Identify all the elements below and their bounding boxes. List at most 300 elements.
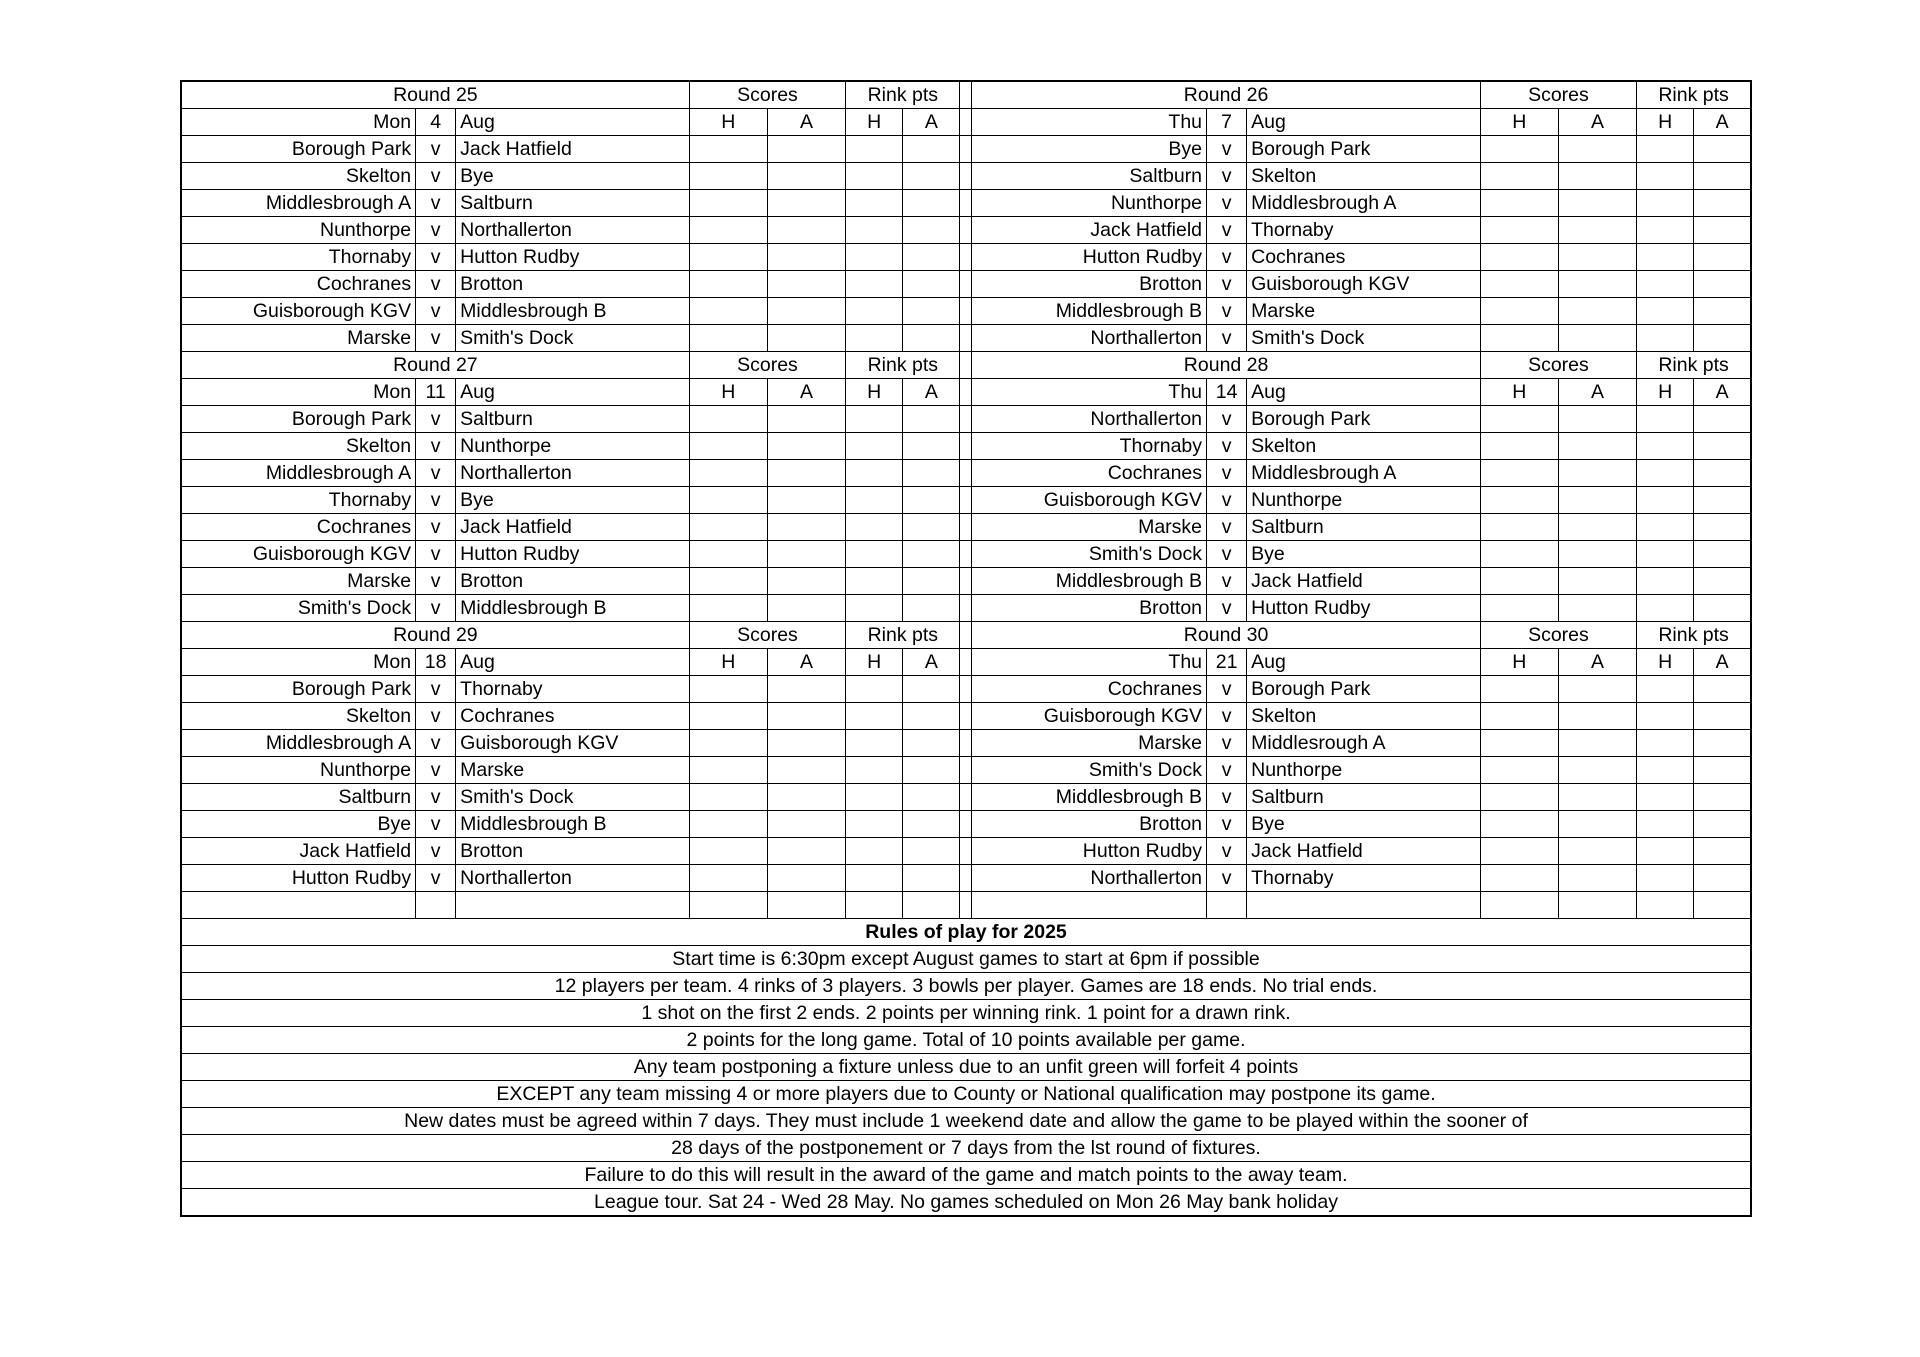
- rink-away-cell: [1694, 865, 1751, 892]
- score-away-cell: [767, 757, 845, 784]
- rink-away-cell: [903, 541, 960, 568]
- away-team: Bye: [1247, 541, 1481, 568]
- rink-home-cell: [846, 676, 903, 703]
- rule-row: [181, 1108, 1751, 1135]
- rink-home-cell: [846, 487, 903, 514]
- round-date-row: [181, 379, 1751, 406]
- column-gap: [960, 406, 972, 433]
- rink-home-header: H: [1637, 379, 1694, 406]
- round-title: Round 25: [181, 81, 689, 109]
- versus-label: v: [416, 595, 456, 622]
- rink-pts-header: Rink pts: [1637, 622, 1751, 649]
- column-gap: [960, 190, 972, 217]
- score-home-cell: [689, 487, 767, 514]
- rink-away-header: A: [1694, 649, 1751, 676]
- rules-title-row: [181, 919, 1751, 946]
- empty-cell: [1694, 892, 1751, 919]
- score-away-cell: [1558, 838, 1636, 865]
- versus-label: v: [1207, 838, 1247, 865]
- versus-label: v: [416, 757, 456, 784]
- column-gap: [960, 676, 972, 703]
- round-date: 14: [1207, 379, 1247, 406]
- fixture-row: [181, 514, 1751, 541]
- away-team: Marske: [1247, 298, 1481, 325]
- fixtures-body: [181, 81, 1751, 1216]
- score-home-header: H: [689, 649, 767, 676]
- empty-cell: [972, 892, 1207, 919]
- versus-label: v: [1207, 757, 1247, 784]
- rink-away-cell: [1694, 595, 1751, 622]
- versus-label: v: [416, 730, 456, 757]
- rink-away-cell: [1694, 136, 1751, 163]
- versus-label: v: [416, 487, 456, 514]
- home-team: Smith's Dock: [181, 595, 416, 622]
- home-team: Skelton: [181, 703, 416, 730]
- score-home-cell: [1480, 487, 1558, 514]
- score-away-cell: [767, 271, 845, 298]
- score-away-cell: [1558, 460, 1636, 487]
- home-team: Thornaby: [181, 487, 416, 514]
- rule-row: [181, 1162, 1751, 1189]
- score-away-header: A: [767, 649, 845, 676]
- versus-label: v: [416, 703, 456, 730]
- empty-cell: [181, 892, 416, 919]
- away-team: Skelton: [1247, 433, 1481, 460]
- versus-label: v: [1207, 730, 1247, 757]
- versus-label: v: [416, 541, 456, 568]
- rink-away-cell: [1694, 163, 1751, 190]
- rink-home-cell: [846, 136, 903, 163]
- score-home-cell: [689, 163, 767, 190]
- score-away-cell: [767, 487, 845, 514]
- versus-label: v: [1207, 784, 1247, 811]
- fixture-row: [181, 298, 1751, 325]
- score-away-cell: [1558, 433, 1636, 460]
- home-team: Marske: [972, 730, 1207, 757]
- fixture-row: [181, 730, 1751, 757]
- score-home-cell: [1480, 190, 1558, 217]
- score-home-cell: [1480, 271, 1558, 298]
- rink-home-cell: [846, 406, 903, 433]
- rink-home-cell: [1637, 163, 1694, 190]
- home-team: Jack Hatfield: [972, 217, 1207, 244]
- score-away-cell: [1558, 163, 1636, 190]
- empty-cell: [1480, 892, 1558, 919]
- score-away-cell: [1558, 325, 1636, 352]
- versus-label: v: [416, 271, 456, 298]
- column-gap: [960, 352, 972, 379]
- versus-label: v: [416, 190, 456, 217]
- home-team: Middlesbrough A: [181, 190, 416, 217]
- away-team: Jack Hatfield: [456, 136, 690, 163]
- column-gap: [960, 622, 972, 649]
- round-month: Aug: [1247, 379, 1481, 406]
- rink-home-cell: [846, 271, 903, 298]
- rink-home-cell: [1637, 784, 1694, 811]
- rule-line: 12 players per team. 4 rinks of 3 players. 3 bowls per player. Games are 18 ends. No trial ends.: [181, 973, 1751, 1000]
- away-team: Brotton: [456, 271, 690, 298]
- away-team: Jack Hatfield: [1247, 568, 1481, 595]
- rink-away-cell: [903, 784, 960, 811]
- home-team: Marske: [181, 568, 416, 595]
- score-home-cell: [1480, 865, 1558, 892]
- score-home-cell: [689, 757, 767, 784]
- rink-home-cell: [846, 217, 903, 244]
- home-team: Bye: [972, 136, 1207, 163]
- home-team: Brotton: [972, 811, 1207, 838]
- rink-home-header: H: [846, 379, 903, 406]
- rink-home-cell: [1637, 730, 1694, 757]
- fixture-row: [181, 703, 1751, 730]
- home-team: Borough Park: [181, 676, 416, 703]
- fixture-row: [181, 865, 1751, 892]
- score-home-cell: [1480, 703, 1558, 730]
- score-away-cell: [1558, 676, 1636, 703]
- score-away-header: A: [767, 379, 845, 406]
- score-away-cell: [767, 460, 845, 487]
- score-home-cell: [689, 541, 767, 568]
- rink-away-cell: [903, 298, 960, 325]
- score-home-cell: [689, 460, 767, 487]
- away-team: Nunthorpe: [1247, 487, 1481, 514]
- rink-home-cell: [1637, 190, 1694, 217]
- score-home-cell: [1480, 163, 1558, 190]
- versus-label: v: [1207, 811, 1247, 838]
- home-team: Nunthorpe: [181, 217, 416, 244]
- scores-header: Scores: [1480, 622, 1636, 649]
- round-date: 18: [416, 649, 456, 676]
- rink-away-cell: [903, 487, 960, 514]
- versus-label: v: [1207, 541, 1247, 568]
- away-team: Nunthorpe: [1247, 757, 1481, 784]
- score-home-cell: [1480, 541, 1558, 568]
- home-team: Brotton: [972, 595, 1207, 622]
- score-away-cell: [1558, 568, 1636, 595]
- rink-away-cell: [1694, 541, 1751, 568]
- rink-home-cell: [1637, 514, 1694, 541]
- score-away-cell: [1558, 730, 1636, 757]
- away-team: Bye: [456, 487, 690, 514]
- home-team: Middlesbrough B: [972, 784, 1207, 811]
- round-date-row: [181, 649, 1751, 676]
- away-team: Thornaby: [1247, 865, 1481, 892]
- away-team: Guisborough KGV: [456, 730, 690, 757]
- rink-home-cell: [846, 298, 903, 325]
- versus-label: v: [1207, 460, 1247, 487]
- rule-line: Any team postponing a fixture unless due to an unfit green will forfeit 4 points: [181, 1054, 1751, 1081]
- rink-home-cell: [846, 811, 903, 838]
- score-home-header: H: [1480, 649, 1558, 676]
- home-team: Marske: [972, 514, 1207, 541]
- rink-away-cell: [903, 811, 960, 838]
- score-home-cell: [1480, 784, 1558, 811]
- score-home-cell: [689, 514, 767, 541]
- rink-away-cell: [903, 730, 960, 757]
- rink-away-cell: [1694, 514, 1751, 541]
- fixture-row: [181, 190, 1751, 217]
- score-away-cell: [767, 865, 845, 892]
- versus-label: v: [416, 676, 456, 703]
- away-team: Northallerton: [456, 865, 690, 892]
- away-team: Skelton: [1247, 163, 1481, 190]
- versus-label: v: [1207, 136, 1247, 163]
- rules-title: Rules of play for 2025: [181, 919, 1751, 946]
- away-team: Nunthorpe: [456, 433, 690, 460]
- score-home-cell: [689, 136, 767, 163]
- column-gap: [960, 703, 972, 730]
- home-team: Hutton Rudby: [181, 865, 416, 892]
- away-team: Thornaby: [456, 676, 690, 703]
- rink-pts-header: Rink pts: [846, 352, 960, 379]
- rink-home-cell: [1637, 703, 1694, 730]
- rink-away-cell: [1694, 217, 1751, 244]
- versus-label: v: [1207, 271, 1247, 298]
- empty-cell: [1637, 892, 1694, 919]
- rink-away-cell: [1694, 811, 1751, 838]
- away-team: Hutton Rudby: [456, 541, 690, 568]
- rink-home-cell: [1637, 487, 1694, 514]
- rink-home-cell: [1637, 757, 1694, 784]
- rink-home-header: H: [846, 109, 903, 136]
- away-team: Middlesbrough A: [1247, 190, 1481, 217]
- away-team: Smith's Dock: [456, 325, 690, 352]
- away-team: Saltburn: [456, 406, 690, 433]
- home-team: Smith's Dock: [972, 757, 1207, 784]
- versus-label: v: [1207, 865, 1247, 892]
- rink-home-cell: [1637, 325, 1694, 352]
- score-home-cell: [689, 190, 767, 217]
- column-gap: [960, 892, 972, 919]
- away-team: Brotton: [456, 568, 690, 595]
- away-team: Middlesbrough B: [456, 298, 690, 325]
- score-away-cell: [1558, 595, 1636, 622]
- rink-away-cell: [1694, 757, 1751, 784]
- versus-label: v: [1207, 595, 1247, 622]
- home-team: Thornaby: [972, 433, 1207, 460]
- rink-away-cell: [1694, 325, 1751, 352]
- rink-away-cell: [903, 514, 960, 541]
- score-away-cell: [767, 811, 845, 838]
- rink-away-cell: [903, 406, 960, 433]
- column-gap: [960, 379, 972, 406]
- away-team: Northallerton: [456, 460, 690, 487]
- fixture-row: [181, 568, 1751, 595]
- rink-away-cell: [1694, 460, 1751, 487]
- rink-away-cell: [903, 838, 960, 865]
- rink-home-cell: [846, 460, 903, 487]
- away-team: Cochranes: [456, 703, 690, 730]
- home-team: Northallerton: [972, 865, 1207, 892]
- score-home-cell: [1480, 676, 1558, 703]
- score-home-cell: [1480, 730, 1558, 757]
- versus-label: v: [416, 460, 456, 487]
- versus-label: v: [416, 568, 456, 595]
- rink-away-cell: [903, 325, 960, 352]
- score-away-cell: [767, 703, 845, 730]
- rink-home-cell: [1637, 811, 1694, 838]
- column-gap: [960, 81, 972, 109]
- rink-home-cell: [1637, 460, 1694, 487]
- round-title: Round 26: [972, 81, 1480, 109]
- versus-label: v: [416, 514, 456, 541]
- versus-label: v: [1207, 487, 1247, 514]
- rink-home-cell: [846, 163, 903, 190]
- rink-away-cell: [903, 217, 960, 244]
- round-title: Round 30: [972, 622, 1480, 649]
- round-day: Thu: [972, 109, 1207, 136]
- home-team: Borough Park: [181, 406, 416, 433]
- rule-row: [181, 1027, 1751, 1054]
- score-home-cell: [1480, 595, 1558, 622]
- versus-label: v: [416, 811, 456, 838]
- rule-line: Start time is 6:30pm except August games to start at 6pm if possible: [181, 946, 1751, 973]
- score-away-cell: [767, 406, 845, 433]
- away-team: Saltburn: [1247, 514, 1481, 541]
- score-away-cell: [767, 595, 845, 622]
- rule-line: EXCEPT any team missing 4 or more players due to County or National qualification may postpone its game.: [181, 1081, 1751, 1108]
- empty-cell: [1558, 892, 1636, 919]
- score-home-cell: [1480, 136, 1558, 163]
- versus-label: v: [1207, 325, 1247, 352]
- away-team: Hutton Rudby: [1247, 595, 1481, 622]
- away-team: Middlesbrough B: [456, 595, 690, 622]
- rink-home-cell: [846, 865, 903, 892]
- versus-label: v: [416, 838, 456, 865]
- column-gap: [960, 217, 972, 244]
- rink-home-cell: [846, 244, 903, 271]
- score-home-header: H: [689, 379, 767, 406]
- fixture-row: [181, 838, 1751, 865]
- column-gap: [960, 514, 972, 541]
- home-team: Middlesbrough A: [181, 730, 416, 757]
- score-away-cell: [1558, 298, 1636, 325]
- score-away-header: A: [767, 109, 845, 136]
- round-head-row: [181, 352, 1751, 379]
- versus-label: v: [1207, 568, 1247, 595]
- rink-away-cell: [1694, 838, 1751, 865]
- away-team: Borough Park: [1247, 406, 1481, 433]
- score-away-cell: [767, 190, 845, 217]
- score-home-cell: [1480, 514, 1558, 541]
- fixture-row: [181, 676, 1751, 703]
- column-gap: [960, 865, 972, 892]
- rink-home-cell: [1637, 595, 1694, 622]
- score-away-cell: [767, 676, 845, 703]
- empty-cell: [767, 892, 845, 919]
- home-team: Hutton Rudby: [972, 838, 1207, 865]
- scores-header: Scores: [1480, 81, 1636, 109]
- round-date: 7: [1207, 109, 1247, 136]
- round-date-row: [181, 109, 1751, 136]
- fixture-row: [181, 541, 1751, 568]
- empty-cell: [1207, 892, 1247, 919]
- away-team: Borough Park: [1247, 676, 1481, 703]
- home-team: Marske: [181, 325, 416, 352]
- round-head-row: [181, 81, 1751, 109]
- column-gap: [960, 136, 972, 163]
- score-away-cell: [767, 541, 845, 568]
- rink-home-header: H: [1637, 649, 1694, 676]
- rink-away-cell: [903, 190, 960, 217]
- rink-away-cell: [1694, 244, 1751, 271]
- round-month: Aug: [456, 379, 690, 406]
- rink-away-cell: [1694, 190, 1751, 217]
- away-team: Saltburn: [1247, 784, 1481, 811]
- score-home-cell: [1480, 460, 1558, 487]
- score-home-cell: [689, 811, 767, 838]
- home-team: Guisborough KGV: [181, 298, 416, 325]
- fixture-row: [181, 325, 1751, 352]
- away-team: Smith's Dock: [456, 784, 690, 811]
- away-team: Thornaby: [1247, 217, 1481, 244]
- fixture-row: [181, 217, 1751, 244]
- home-team: Jack Hatfield: [181, 838, 416, 865]
- home-team: Brotton: [972, 271, 1207, 298]
- rule-line: League tour. Sat 24 - Wed 28 May. No games scheduled on Mon 26 May bank holiday: [181, 1189, 1751, 1217]
- rink-home-cell: [846, 514, 903, 541]
- score-away-cell: [1558, 271, 1636, 298]
- rink-away-cell: [903, 163, 960, 190]
- score-home-cell: [1480, 298, 1558, 325]
- round-day: Thu: [972, 379, 1207, 406]
- score-home-cell: [689, 703, 767, 730]
- home-team: Middlesbrough B: [972, 568, 1207, 595]
- rink-away-cell: [1694, 703, 1751, 730]
- score-away-cell: [767, 217, 845, 244]
- score-home-cell: [689, 865, 767, 892]
- away-team: Saltburn: [456, 190, 690, 217]
- round-month: Aug: [456, 109, 690, 136]
- score-home-cell: [689, 838, 767, 865]
- versus-label: v: [416, 244, 456, 271]
- column-gap: [960, 271, 972, 298]
- score-home-header: H: [1480, 109, 1558, 136]
- away-team: Jack Hatfield: [456, 514, 690, 541]
- rink-home-cell: [846, 757, 903, 784]
- versus-label: v: [416, 136, 456, 163]
- score-home-cell: [1480, 838, 1558, 865]
- rink-away-cell: [903, 757, 960, 784]
- versus-label: v: [416, 784, 456, 811]
- score-away-cell: [767, 730, 845, 757]
- empty-cell: [416, 892, 456, 919]
- away-team: Jack Hatfield: [1247, 838, 1481, 865]
- rink-home-cell: [1637, 865, 1694, 892]
- score-home-cell: [1480, 217, 1558, 244]
- rink-home-cell: [846, 730, 903, 757]
- score-home-cell: [689, 406, 767, 433]
- score-away-header: A: [1558, 649, 1636, 676]
- fixture-row: [181, 757, 1751, 784]
- round-title: Round 29: [181, 622, 689, 649]
- empty-cell: [903, 892, 960, 919]
- rink-pts-header: Rink pts: [1637, 81, 1751, 109]
- away-team: Hutton Rudby: [456, 244, 690, 271]
- scores-header: Scores: [689, 352, 845, 379]
- home-team: Skelton: [181, 163, 416, 190]
- score-away-cell: [1558, 487, 1636, 514]
- rink-home-cell: [1637, 217, 1694, 244]
- rink-away-cell: [903, 271, 960, 298]
- rink-away-cell: [1694, 676, 1751, 703]
- home-team: Borough Park: [181, 136, 416, 163]
- score-away-cell: [767, 433, 845, 460]
- versus-label: v: [1207, 703, 1247, 730]
- score-home-cell: [689, 244, 767, 271]
- column-gap: [960, 730, 972, 757]
- fixture-row: [181, 244, 1751, 271]
- away-team: Brotton: [456, 838, 690, 865]
